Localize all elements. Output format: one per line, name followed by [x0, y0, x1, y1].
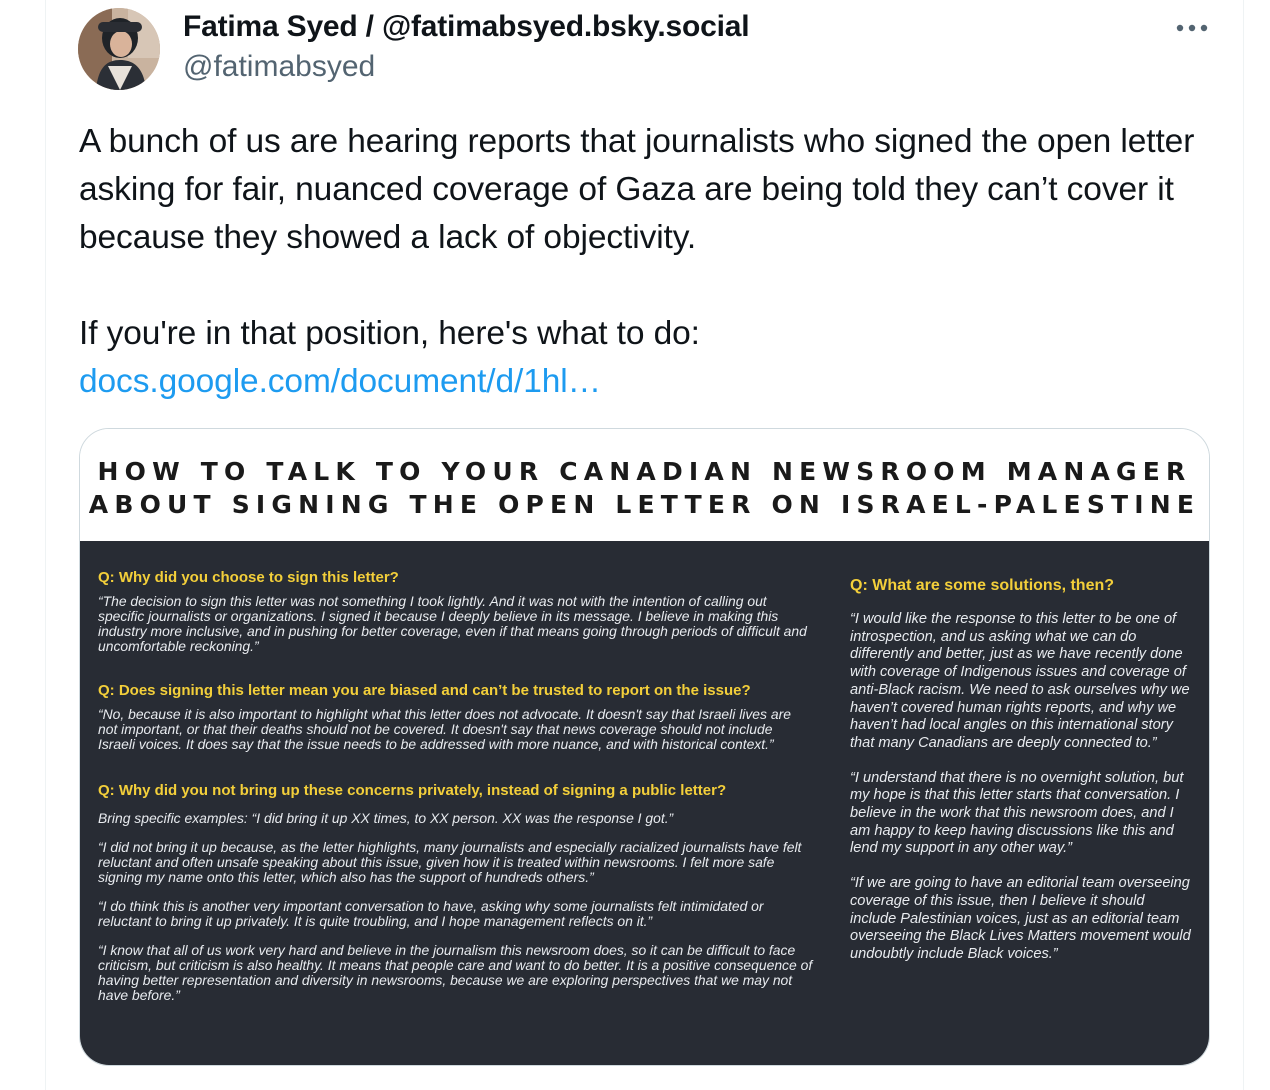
graphic-body [80, 541, 1209, 1066]
graphic-question: Q: Why did you not bring up these concerns privately, instead of signing a public letter? [98, 782, 727, 799]
document-link[interactable]: docs.google.com/document/d/1hl… [79, 363, 602, 400]
graphic-answer: “No, because it is also important to highlight what this letter does not advocate. It doesn't say that Israeli lives are not important, or that their deaths should not be covered. It doesn't say that news coverage should not include Israeli voices. It does say that the issue needs to be addressed with more nuance, and with historical context.” [98, 706, 791, 752]
graphic-answer: “I know that all of us work very hard and believe in the journalism this newsroom does, so it can be difficult to face criticism, but criticism is also healthy. It means that people care and want to do better. It is a positive consequence of having better representation and diversity in newsrooms, because we are exploring perspectives that we may not have before.” [98, 942, 813, 1003]
graphic-question: Q: Why did you choose to sign this letter? [98, 569, 399, 586]
graphic-question: Q: Does signing this letter mean you are biased and can’t be trusted to report on the issue? [98, 682, 751, 699]
avatar-photo [78, 8, 160, 90]
author-display-name[interactable]: Fatima Syed / @fatimabsyed.bsky.social [183, 10, 750, 43]
tweet-paragraph-2 [79, 310, 1219, 406]
graphic-answer: Bring specific examples: “I did bring it up XX times, to XX person. XX was the response I got.” [98, 810, 674, 826]
graphic-header [80, 429, 1209, 541]
graphic-right-column [850, 577, 1192, 964]
tweet-paragraph-1: A bunch of us are hearing reports that journalists who signed the open letter asking for fair, nuanced coverage of Gaza are being told they can’t cover it because they showed a lack of objectivity. [79, 123, 1195, 256]
graphic-answer: “The decision to sign this letter was not something I took lightly. And it was not with the intention of calling out specific journalists or organizations. I signed it because I deeply believe in its message. I believe in making this industry more inclusive, and in pushing for better coverage, even if that means going through periods of difficult and uncomfortable reckoning.” [98, 593, 807, 654]
more-button[interactable] [1172, 12, 1212, 44]
more-horizontal-icon [1175, 24, 1209, 32]
tweet-paragraph-2-text: If you're in that position, here's what to do: [79, 315, 700, 352]
graphic-answer: “I understand that there is no overnight solution, but my hope is that this letter starts that conversation. I believe in the work that this newsroom does, and I am happy to keep having discussions like this and lend my support in any other way.” [850, 769, 1184, 857]
graphic-title-line-1: HOW TO TALK TO YOUR CANADIAN NEWSROOM MANAGER [97, 457, 1192, 486]
graphic-title-line-2: ABOUT SIGNING THE OPEN LETTER ON ISRAEL-PALESTINE [88, 490, 1201, 519]
paragraph-gap [79, 262, 1219, 310]
graphic-left-column [98, 569, 813, 1003]
card-border-right [1243, 0, 1244, 1090]
card-border-left [45, 0, 46, 1090]
graphic-answer: “If we are going to have an editorial team overseeing coverage of this issue, then I believe it should include Palestinian voices, just as an editorial team overseeing the Black Lives Matters movement would undoubtly include Black voices.” [850, 875, 1191, 962]
graphic-answer: “I would like the response to this letter to be one of introspection, and us asking what we can do differently and better, just as we have recently done with coverage of Indigenous issues and coverage of anti-Black racism. We need to ask ourselves why we haven’t covered human rights reports, and why we haven’t had local angles on this international story that many Canadians are deeply connected to.” [850, 611, 1190, 751]
tweet-text [79, 118, 1219, 406]
graphic-answer: “I did not bring it up because, as the letter highlights, many journalists and especially racialized journalists have felt reluctant and often unsafe speaking about this issue, given how it is treated within newsrooms. I felt more safe signing my name onto this letter, which also has the support of hundreds others.” [98, 839, 802, 885]
avatar[interactable] [78, 8, 160, 90]
graphic-question: Q: What are some solutions, then? [850, 577, 1115, 594]
graphic-answer: “I do think this is another very important conversation to have, asking why some journalists felt intimidated or reluctant to bring it up privately. It is quite troubling, and I hope management reflects on it.” [98, 898, 764, 929]
author-handle[interactable]: @fatimabsyed [183, 50, 376, 83]
graphic-title [80, 455, 1209, 521]
attached-image[interactable] [79, 428, 1210, 1066]
